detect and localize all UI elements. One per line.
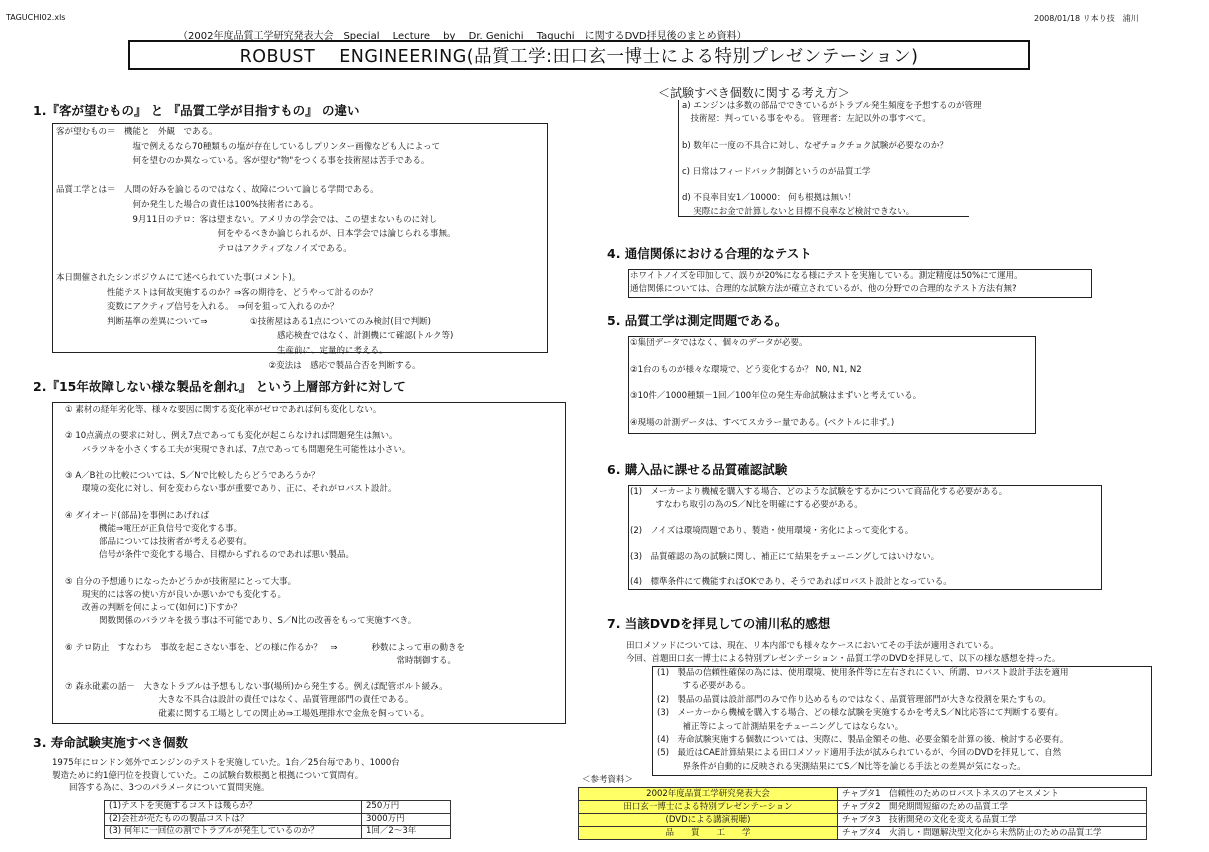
test-count-line: c) 日常はフィードバック制御というのが品質工学 [682,167,871,178]
section1-line: 何か発生した場合の責任は100%技術者にある。 [56,199,319,210]
section6-line: (3) 品質確認の為の試験に関し、補正にて結果をチューニングしてはいけない。 [630,551,940,562]
section7-line: (5) 最近はCAE計算結果による田口メソッド適用手法が試みられているが、今回のDVDを拝見して、自然 [657,748,1062,759]
section3-heading: 3. 寿命試験実施すべき個数 [33,735,189,750]
section2-line: 常時制御する。 [65,655,457,666]
section2-line: ③ A／B社の比較については、S／Nで比較したらどうであろうか？ [65,471,320,482]
section7-line: (2) 製品の品質は設計部門のみで作り込めるものではなく、品質管理部門が大きな役割を果たすもの。 [657,694,1052,705]
section2-line: ⑥ テロ防止 すなわち 事故を起こさない事を、どの様に作るか？ ⇒ 秒数によって車の動きを [65,642,465,653]
section1-line: 性能テストは何故実施するのか？⇒客の期待を、どうやって計るのか？ [56,287,378,298]
section6-line: (2) ノイズは環境問題であり、製造・使用環境・劣化によって変化する。 [630,525,914,536]
section5-box [628,336,1036,434]
section1-line: ②変法は 感応で製品合否を判断する。 [56,360,421,371]
section2-line: バラツキを小さくする工夫が実現できれば、7点であっても問題発生可能性は小さい。 [65,444,411,455]
references-table [578,787,1147,840]
answer-cell: 250万円 [362,801,451,814]
section5-line: ①集団データではなく、個々のデータが必要。 [630,338,808,348]
section1-line: 塩で例えるなら70種類もの塩が存在しているしプリンター画像なども人によって [56,141,441,152]
test-count-line: a) エンジンは多数の部品でできているがトラブル発生頻度を予想するのが管理 [682,101,982,111]
test-count-line [682,153,966,166]
section7-heading: 7. 当該DVDを拝見しての浦川私的感想 [607,616,831,631]
question-cell: (3) 何年に一回位の割でトラブルが発生しているのか？ [105,826,362,839]
section3-line: 製造ために約1億円位を投資していた。この試験台数根拠と根拠について質問有。 [52,770,364,781]
section1-line [56,169,544,184]
test-count-line [682,126,966,139]
table-row [105,813,451,826]
section7-line: する必要がある。 [657,681,751,692]
section2-line: ⑦ 森永砒素の話－ 大きなトラブルは予想もしない事(場所)から発生する。例えば配管ボルト緩み。 [65,682,448,693]
section6-line: (4) 標準条件にて機能すればOKであり、そうであればロバスト設計となっている。 [630,577,952,588]
cost-question-table [104,800,451,839]
section7-line: 界条件が自動的に反映される実測結果にてS／N比等を論じる手法との差異が気になった。 [657,761,1026,772]
section2-heading: 2.『15年故障しない様な製品を創れ』 という上層部方針に対して [33,379,406,394]
table-row [579,814,1147,827]
section2-line [65,562,553,575]
section4-box [628,269,1092,298]
section2-line [65,628,553,641]
table-row [579,788,1147,801]
reference-chapter-cell: チャプタ3 技術開発の文化を変える品質工学 [838,814,1147,827]
section1-line: 何をやるべきか論じられるが、日本学会では論じられる事無。 [56,229,456,240]
question-cell: (2)会社が売たものの製品コストは？ [105,813,362,826]
section7-line: (1) 製品の信頼性確保の為には、使用環境、使用条件等に左右されにくい、所謂、ロバスト設計手法を適用 [657,668,1069,678]
section5-line: ④現場の計測データは、すべてスカラー量である。(ベクトルに非ず。) [630,417,895,428]
section6-line: (1) メーカーより機械を購入する場合、どのような試験をするかについて商品化する必要がある。 [630,487,1008,497]
section7-intro-line: 今回、首題田口玄一博士による特別プレゼンテーション・品質工学のDVDを拝見して、以下の様な感想を持った。 [626,654,1061,664]
section3-text [52,757,400,795]
section7-box [652,666,1152,776]
section2-line [65,668,553,681]
section1-heading: 1.『客が望むもの』 と 『品質工学が目指すもの』 の違い [33,103,360,118]
section1-line: 判断基準の差異について⇒ ①技術屋はある1点についてのみ検討(目で判断) [56,316,431,327]
document-subtitle: （2002年度品質工学研究発表大会 Special Lecture by Dr. Genichi Taguchi に関するDVD拝見後のまとめ資料） [178,31,747,42]
reference-source-cell: 2002年度品質工学研究発表大会 [579,788,838,801]
table-row [579,801,1147,814]
table-row [105,801,451,814]
table-row [105,826,451,839]
section5-line [630,377,1034,390]
answer-cell: 3000万円 [362,813,451,826]
section1-line: テロはアクティブなノイズである。 [56,243,352,254]
section2-line: 現実的には客の使い方が良いか悪いかでも変化する。 [65,589,287,600]
section6-line [630,512,1100,525]
section3-line: 1975年にロンドン郊外でエンジンのテストを実施していた。1台／25台毎であり、1000台 [52,758,400,768]
test-count-heading: ＜試験すべき個数に関する考え方＞ [658,86,850,100]
test-count-line: b) 数年に一度の不具合に対し、なぜチョクチョク試験が必要なのか？ [682,140,948,151]
references-heading: ＜参考資料＞ [582,775,634,785]
section6-line [630,563,1100,576]
section2-line: 機能⇒電圧が正負信号で変化する事。 [65,523,243,534]
section7-line: (3) メーカーから機械を購入する場合、どの様な試験を実施するかを考えS／N比応答にて判断する要有。 [657,708,1064,719]
section2-line: ⑤ 自分の予想通りになったかどうかが技術屋にとって大事。 [65,576,297,587]
reference-source-cell: 品 質 工 学 [579,827,838,840]
reference-chapter-cell: チャプタ1 信頼性のためのロバストネスのアセスメント [838,788,1147,801]
section1-line [56,256,544,271]
section2-line: 信号が条件で変化する場合、目標からずれるのであれば悪い製品。 [65,550,355,561]
section2-box [52,402,566,724]
section6-line [630,538,1100,551]
reference-chapter-cell: チャプタ4 火消し・問題解決型文化から未然防止のための品質工学 [838,827,1147,840]
section2-line: ② 10点満点の要求に対し、例え7点であっても変化が起こらなければ問題発生は無い。 [65,431,398,442]
test-count-box [678,100,982,217]
section2-line: 部品については技術者が考える必要有。 [65,537,252,548]
section1-line: 客が望むもの＝ 機能と 外観 である。 [56,127,218,137]
section5-line: ②1台のものが様々な環境で、どう変化するか？ N0, N1, N2 [630,364,862,375]
section7-line: 補正等によって計測結果をチューニングしてはならない。 [657,721,904,732]
question-cell: (1)テストを実施するコストは幾らか？ [105,801,362,814]
section4-heading: 4. 通信関係における合理的なテスト [607,246,812,261]
section2-line: 環境の変化に対し、何を変わらない事が重要であり、正に、それがロバスト設計。 [65,484,397,495]
test-count-line: d) 不良率目安1／10000： 何も根拠は無い！ [682,193,857,204]
section5-line [630,350,1034,363]
date-author: 2008/01/18 リ本り技 浦川 [1034,14,1139,23]
reference-source-cell: 田口玄一博士による特別プレゼンテーション [579,801,838,814]
answer-cell: 1回／2～3年 [362,826,451,839]
document-title: ROBUST ENGINEERING(品質工学:田口玄一博士による特別プレゼンテーション) [128,40,1030,70]
section1-line: 変数にアクティブ信号を入れる。 ⇒何を狙って入れるのか？ [56,302,339,313]
file-name: TAGUCHI02.xls [6,13,66,22]
section2-line: 砒素に関する工場としての関止め⇒工場処理排水で金魚を飼っている。 [65,708,430,719]
section7-intro [626,640,1060,666]
section4-line: ホワイトノイズを印加して、誤りが20%になる様にテストを実施している。測定精度は50%にて運用。 [630,271,1023,281]
section1-line: 生産前に、定量的に考える。 [56,345,388,356]
section7-line: (4) 寿命試験実施する個数については、実際に、製品金額その他、必要金額を計算の後、検討する必要有。 [657,735,1069,746]
section1-line: 何を望むのか異なっている。客が望む"物"をつくる事を技術屋は苦手である。 [56,156,430,167]
section6-heading: 6. 購入品に課せる品質確認試験 [607,462,788,477]
section5-heading: 5. 品質工学は測定問題である。 [607,313,788,328]
section2-line [65,417,553,430]
section2-line [65,457,553,470]
section2-line: ④ ダイオード(部品)を事例にあげれば [65,510,210,521]
table-row [579,827,1147,840]
section3-line: 回答する為に、3つのパラメータについて質問実施。 [52,783,270,794]
section2-line: ① 素材の経年劣化等、様々な要因に関する変化率がゼロであれば何も変化しない。 [65,405,382,415]
section1-line: 本日開催されたシンポジウムにて述べられていた事(コメント)。 [56,272,301,283]
reference-source-cell: (DVDによる講演視聴) [579,814,838,827]
reference-chapter-cell: チャプタ2 開発期間短縮のための品質工学 [838,801,1147,814]
section1-line: 感応検査ではなく、計測機にて確認(トルク等) [56,331,454,342]
section1-line: 9月11日のテロ：客は望まない。アメリカの学会では、この望まないものに対し [56,214,438,225]
section4-line: 通信関係については、合理的な試験方法が確立されているが、他の分野での合理的なテスト方法有無? [630,284,1017,294]
test-count-line [682,179,966,192]
section6-line: すなわち取引の為のS／N比を明確にする必要がある。 [630,499,863,510]
section2-line: 関数関係のバラツキを扱う事は不可能であり、S／N比の改善をもって実施すべき。 [65,616,417,627]
section2-line: 改善の判断を何によって(如何に)下すか？ [65,603,242,614]
section5-line: ③10件／1000種類－1回／100年位の発生寿命試験はまずいと考えている。 [630,391,922,402]
section7-intro-line: 田口メソッドについては、現在、リ本内部でも様々なケースにおいてその手法が適用されている。 [626,641,999,651]
section5-line [630,403,1034,416]
section1-line: 品質工学とは＝ 人間の好みを論じるのではなく、故障について論じる学問である。 [56,185,379,196]
test-count-line: 実際にお金で計算しないと目標不良率など検討できない。 [682,206,915,217]
test-count-line: 技術屋：判っている事をやる。 管理者：左記以外の事すべて。 [682,114,931,125]
section2-line [65,496,553,509]
section2-line: 大きな不具合は設計の責任ではなく、品質管理部門の責任である。 [65,695,414,706]
section6-box [628,485,1102,590]
section1-box [52,123,548,371]
